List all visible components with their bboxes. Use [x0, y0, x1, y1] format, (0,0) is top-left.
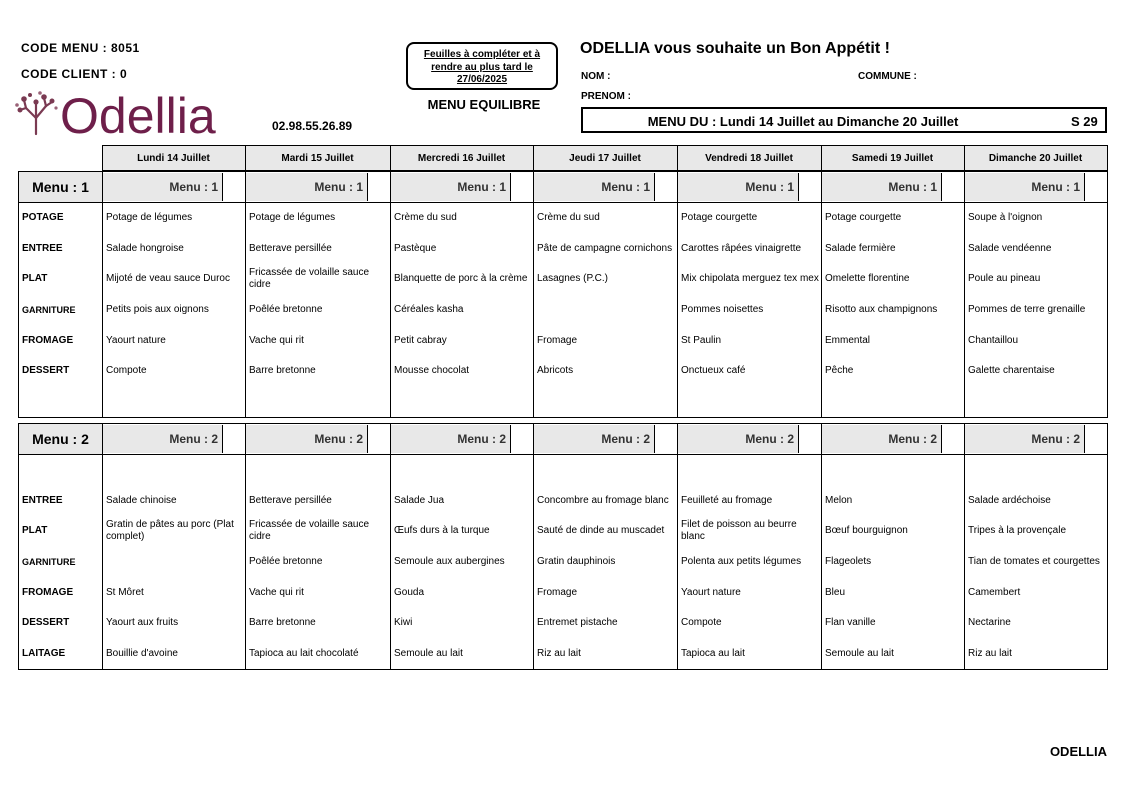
dish-cell — [534, 295, 678, 326]
menu-row — [19, 486, 1108, 517]
dish-cell: Salade ardéchoise — [965, 486, 1108, 517]
dish-cell: Riz au lait — [534, 639, 678, 670]
nom-label: NOM : — [581, 71, 611, 82]
day-header: Vendredi 18 Juillet — [677, 146, 821, 171]
menu-choice-cell — [965, 424, 1108, 455]
dish-cell: Tapioca au lait — [678, 639, 822, 670]
tree-icon — [14, 86, 254, 142]
day-header: Jeudi 17 Juillet — [533, 146, 677, 171]
menu-choice-cell — [822, 172, 965, 203]
menu-choice-label: Menu : 2 — [534, 425, 655, 453]
day-header: Samedi 19 Juillet — [821, 146, 964, 171]
greeting: ODELLIA vous souhaite un Bon Appétit ! — [580, 40, 890, 57]
dish-cell: St Môret — [103, 577, 246, 608]
quantity-input-box[interactable] — [942, 425, 964, 453]
menu-row — [19, 295, 1108, 326]
menu-row — [19, 608, 1108, 639]
dish-cell — [822, 455, 965, 486]
course-category: FROMAGE — [19, 325, 103, 356]
dish-cell: Petit cabray — [391, 325, 534, 356]
quantity-input-box[interactable] — [655, 425, 677, 453]
dish-cell: Bœuf bourguignon — [822, 516, 965, 547]
menu-choice-label: Menu : 2 — [103, 425, 223, 453]
menu-choice-cell — [246, 424, 391, 455]
dish-cell: Semoule au lait — [822, 639, 965, 670]
dish-cell — [534, 387, 678, 418]
footer-brand: ODELLIA — [1049, 744, 1107, 759]
dish-cell: Betterave persillée — [246, 234, 391, 265]
deadline-notice — [406, 42, 558, 90]
dish-cell — [822, 387, 965, 418]
dish-cell: Filet de poisson au beurre blanc — [678, 516, 822, 547]
dish-cell: Melon — [822, 486, 965, 517]
dish-cell: Tapioca au lait chocolaté — [246, 639, 391, 670]
day-header: Mercredi 16 Juillet — [390, 146, 533, 171]
dish-cell: Potage de légumes — [103, 203, 246, 234]
dish-cell: Mousse chocolat — [391, 356, 534, 387]
dish-cell: Pommes de terre grenaille — [965, 295, 1108, 326]
phone-number: 02.98.55.26.89 — [272, 119, 353, 133]
course-category: PLAT — [19, 264, 103, 295]
dish-cell: Fromage — [534, 325, 678, 356]
dish-cell: Barre bretonne — [246, 608, 391, 639]
dish-cell: Chantaillou — [965, 325, 1108, 356]
menu-choice-cell — [391, 172, 534, 203]
menu-2-body — [19, 424, 1108, 670]
dish-cell: Yaourt aux fruits — [103, 608, 246, 639]
dish-cell: Petits pois aux oignons — [103, 295, 246, 326]
dish-cell: Salade Jua — [391, 486, 534, 517]
dish-cell: Fricassée de volaille sauce cidre — [246, 264, 391, 295]
dish-cell: Poêlée bretonne — [246, 547, 391, 578]
menu-1-table — [18, 171, 1108, 418]
dish-cell: Feuilleté au fromage — [678, 486, 822, 517]
dish-cell: Bouillie d'avoine — [103, 639, 246, 670]
day-header-table — [18, 145, 1108, 171]
dish-cell: Tripes à la provençale — [965, 516, 1108, 547]
dish-cell: Bleu — [822, 577, 965, 608]
notice-line-1: Feuilles à compléter et à — [423, 49, 541, 60]
dish-cell: Semoule aux aubergines — [391, 547, 534, 578]
quantity-input-box[interactable] — [368, 425, 390, 453]
menu-row — [19, 516, 1108, 547]
course-category: GARNITURE — [19, 295, 103, 326]
dish-cell: Camembert — [965, 577, 1108, 608]
dish-cell: Tian de tomates et courgettes — [965, 547, 1108, 578]
menu-date-range: MENU DU : Lundi 14 Juillet au Dimanche 20 Juillet — [647, 114, 959, 129]
menu-row — [19, 387, 1108, 418]
course-category: GARNITURE — [19, 547, 103, 578]
dish-cell — [246, 455, 391, 486]
quantity-input-box[interactable] — [511, 425, 533, 453]
menu-choice-cell — [103, 424, 246, 455]
dish-cell: Pommes noisettes — [678, 295, 822, 326]
dish-cell: Vache qui rit — [246, 577, 391, 608]
menu-row — [19, 203, 1108, 234]
menu-choice-cell — [534, 424, 678, 455]
menu-type: MENU EQUILIBRE — [427, 97, 541, 112]
menu-1-body — [19, 172, 1108, 418]
menu-row — [19, 325, 1108, 356]
quantity-input-box[interactable] — [1085, 173, 1107, 201]
course-category: LAITAGE — [19, 639, 103, 670]
menu-choice-label: Menu : 1 — [534, 173, 655, 201]
dish-cell: Semoule au lait — [391, 639, 534, 670]
course-category: FROMAGE — [19, 577, 103, 608]
dish-cell: Onctueux café — [678, 356, 822, 387]
menu-choice-label: Menu : 1 — [678, 173, 799, 201]
dish-cell: Potage courgette — [678, 203, 822, 234]
dish-cell: Betterave persillée — [246, 486, 391, 517]
dish-cell — [103, 455, 246, 486]
dish-cell — [103, 387, 246, 418]
dish-cell: Omelette florentine — [822, 264, 965, 295]
menu-choice-cell — [391, 424, 534, 455]
dish-cell: Potage courgette — [822, 203, 965, 234]
menu-row — [19, 264, 1108, 295]
dish-cell: Poêlée bretonne — [246, 295, 391, 326]
day-header: Lundi 14 Juillet — [102, 146, 245, 171]
menu-choice-label: Menu : 2 — [246, 425, 368, 453]
dish-cell: Abricots — [534, 356, 678, 387]
dish-cell: Crème du sud — [534, 203, 678, 234]
dish-cell: Flageolets — [822, 547, 965, 578]
menu-choice-label: Menu : 2 — [822, 425, 942, 453]
menu-choice-cell — [822, 424, 965, 455]
dish-cell — [534, 455, 678, 486]
menu-row — [19, 455, 1108, 486]
course-category — [19, 455, 103, 486]
dish-cell: Salade vendéenne — [965, 234, 1108, 265]
course-category: ENTREE — [19, 234, 103, 265]
dish-cell — [965, 455, 1108, 486]
notice-line-3: 27/06/2025 — [456, 74, 508, 85]
dish-cell: Pâte de campagne cornichons — [534, 234, 678, 265]
logo-text: Odellia — [60, 88, 216, 142]
dish-cell: Mijoté de veau sauce Duroc — [103, 264, 246, 295]
dish-cell: Blanquette de porc à la crème — [391, 264, 534, 295]
dish-cell: Salade chinoise — [103, 486, 246, 517]
quantity-input-box[interactable] — [223, 425, 245, 453]
dish-cell: Carottes râpées vinaigrette — [678, 234, 822, 265]
dish-cell — [678, 387, 822, 418]
course-category — [19, 387, 103, 418]
menu-choice-label: Menu : 1 — [391, 173, 511, 201]
menu-choice-cell — [678, 424, 822, 455]
dish-cell — [246, 387, 391, 418]
dish-cell: Yaourt nature — [103, 325, 246, 356]
menu-choice-cell — [103, 172, 246, 203]
course-category: DESSERT — [19, 356, 103, 387]
menu-choice-label: Menu : 1 — [103, 173, 223, 201]
menu-2-table — [18, 423, 1108, 670]
dish-cell: Fricassée de volaille sauce cidre — [246, 516, 391, 547]
quantity-input-box[interactable] — [1085, 425, 1107, 453]
dish-cell: Céréales kasha — [391, 295, 534, 326]
quantity-input-box[interactable] — [942, 173, 964, 201]
prenom-label: PRENOM : — [581, 91, 631, 102]
dish-cell: Gouda — [391, 577, 534, 608]
menu-choice-cell — [534, 172, 678, 203]
menu-row — [19, 577, 1108, 608]
code-client: CODE CLIENT : 0 — [21, 67, 128, 81]
dish-cell: Compote — [678, 608, 822, 639]
dish-cell: Crème du sud — [391, 203, 534, 234]
dish-cell: Salade fermière — [822, 234, 965, 265]
dish-cell: Vache qui rit — [246, 325, 391, 356]
dish-cell: Pêche — [822, 356, 965, 387]
menu-label: Menu : 2 — [19, 424, 103, 455]
dish-cell: Entremet pistache — [534, 608, 678, 639]
course-category: ENTREE — [19, 486, 103, 517]
menu-choice-label: Menu : 2 — [391, 425, 511, 453]
day-header: Mardi 15 Juillet — [245, 146, 390, 171]
dish-cell: Mix chipolata merguez tex mex — [678, 264, 822, 295]
quantity-input-box[interactable] — [223, 173, 245, 201]
menu-label: Menu : 1 — [19, 172, 103, 203]
dish-cell: St Paulin — [678, 325, 822, 356]
menu-date-box — [581, 107, 1107, 133]
dish-cell: Riz au lait — [965, 639, 1108, 670]
dish-cell: Yaourt nature — [678, 577, 822, 608]
dish-cell — [391, 387, 534, 418]
commune-label: COMMUNE : — [858, 71, 917, 82]
dish-cell — [103, 547, 246, 578]
dish-cell: Compote — [103, 356, 246, 387]
course-category: DESSERT — [19, 608, 103, 639]
menu-choice-label: Menu : 1 — [965, 173, 1085, 201]
course-category: PLAT — [19, 516, 103, 547]
menu-choice-cell — [678, 172, 822, 203]
dish-cell: Gratin dauphinois — [534, 547, 678, 578]
dish-cell: Lasagnes (P.C.) — [534, 264, 678, 295]
dish-cell: Salade hongroise — [103, 234, 246, 265]
menu-choice-label: Menu : 2 — [678, 425, 799, 453]
menu-row — [19, 639, 1108, 670]
dish-cell: Emmental — [822, 325, 965, 356]
menu-choice-cell — [246, 172, 391, 203]
dish-cell: Risotto aux champignons — [822, 295, 965, 326]
dish-cell — [965, 387, 1108, 418]
dish-cell: Œufs durs à la turque — [391, 516, 534, 547]
menu-choice-label: Menu : 1 — [246, 173, 368, 201]
dish-cell: Pastèque — [391, 234, 534, 265]
dish-cell: Gratin de pâtes au porc (Plat complet) — [103, 516, 246, 547]
quantity-input-box[interactable] — [655, 173, 677, 201]
code-menu: CODE MENU : 8051 — [21, 41, 140, 55]
menu-row — [19, 547, 1108, 578]
dish-cell: Sauté de dinde au muscadet — [534, 516, 678, 547]
quantity-input-box[interactable] — [511, 173, 533, 201]
dish-cell: Fromage — [534, 577, 678, 608]
dish-cell: Poule au pineau — [965, 264, 1108, 295]
notice-line-2: rendre au plus tard le — [431, 61, 533, 73]
menu-choice-label: Menu : 1 — [822, 173, 942, 201]
dish-cell: Kiwi — [391, 608, 534, 639]
dish-cell: Barre bretonne — [246, 356, 391, 387]
dish-cell: Flan vanille — [822, 608, 965, 639]
dish-cell: Polenta aux petits légumes — [678, 547, 822, 578]
menu-choice-label: Menu : 2 — [965, 425, 1085, 453]
dish-cell: Concombre au fromage blanc — [534, 486, 678, 517]
week-number: S 29 — [1071, 114, 1098, 129]
dish-cell: Potage de légumes — [246, 203, 391, 234]
dish-cell — [391, 455, 534, 486]
menu-row — [19, 356, 1108, 387]
menu-choice-cell — [965, 172, 1108, 203]
quantity-input-box[interactable] — [368, 173, 390, 201]
dish-cell: Galette charentaise — [965, 356, 1108, 387]
dish-cell: Nectarine — [965, 608, 1108, 639]
quantity-input-box[interactable] — [799, 173, 821, 201]
quantity-input-box[interactable] — [799, 425, 821, 453]
odellia-logo — [14, 86, 254, 142]
day-header: Dimanche 20 Juillet — [964, 146, 1107, 171]
menu-row — [19, 234, 1108, 265]
dish-cell — [678, 455, 822, 486]
course-category: POTAGE — [19, 203, 103, 234]
dish-cell: Soupe à l'oignon — [965, 203, 1108, 234]
